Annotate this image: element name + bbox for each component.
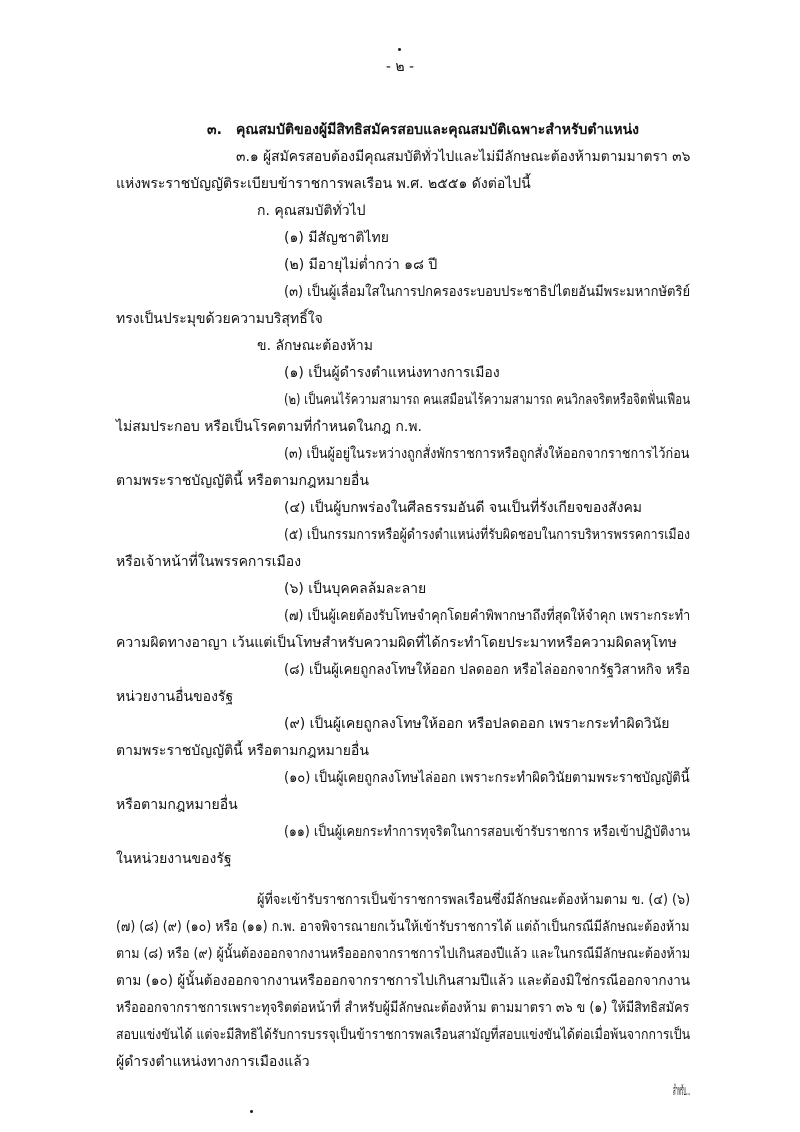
prohibited-item-7: (๗) เป็นผู้เคยต้องรับโทษจำคุกโดยคำพิพากษาถึงที่สุดให้จำคุก เพราะกระทำ: [284, 608, 691, 624]
page-number: - ๒ -: [385, 59, 415, 75]
prohibited-heading: ข. ลักษณะต้องห้าม: [257, 338, 373, 354]
prohibited-item-4: (๔) เป็นผู้บกพร่องในศีลธรรมอันดี จนเป็นที่รังเกียจของสังคม: [284, 500, 643, 516]
closing-line-4: ตาม (๑๐) ผู้นั้นต้องออกจากงานหรือออกจากราชการไปเกินสามปีแล้ว และต้องมิใช่กรณีออกจากงาน: [116, 973, 691, 989]
prohibited-item-6: (๖) เป็นบุคคลล้มละลาย: [284, 581, 427, 597]
prohibited-item-2-cont: ไม่สมประกอบ หรือเป็นโรคตามที่กำหนดในกฎ ก.พ.: [116, 419, 422, 435]
scan-speck-bottom: [250, 1110, 253, 1113]
prohibited-item-9: (๙) เป็นผู้เคยถูกลงโทษให้ออก หรือปลดออก เพราะกระทำผิดวินัย: [284, 716, 670, 732]
intro-line-2: แห่งพระราชบัญญัติระเบียบข้าราชการพลเรือน พ.ศ. ๒๕๕๑ ดังต่อไปนี้: [116, 176, 531, 192]
prohibited-item-11: (๑๑) เป็นผู้เคยกระทำการทุจริตในการสอบเข้ารับราชการ หรือเข้าปฏิบัติงาน: [284, 824, 691, 840]
prohibited-item-1: (๑) เป็นผู้ดำรงตำแหน่งทางการเมือง: [284, 365, 500, 381]
prohibited-item-10: (๑๐) เป็นผู้เคยถูกลงโทษไล่ออก เพราะกระทำผิดวินัยตามพระราชบัญญัตินี้: [284, 770, 690, 786]
prohibited-item-3-cont: ตามพระราชบัญญัตินี้ หรือตามกฎหมายอื่น: [116, 473, 369, 489]
continuation-text: สำหรับ...: [673, 1083, 691, 1099]
closing-line-7: ผู้ดำรงตำแหน่งทางการเมืองแล้ว: [116, 1054, 310, 1070]
closing-line-5: หรือออกจากราชการเพราะทุจริตต่อหน้าที่ สำหรับผู้มีลักษณะต้องห้าม ตามมาตรา ๓๖ ข (๑) ให้มีสิทธิสมัคร: [116, 1000, 690, 1016]
closing-line-6: สอบแข่งขันได้ แต่จะมีสิทธิได้รับการบรรจุเป็นข้าราชการพลเรือนสามัญที่สอบแข่งขันได้ต่อเมื่อพ้นจากการเป็น: [116, 1027, 691, 1043]
intro-line-1: ๓.๑ ผู้สมัครสอบต้องมีคุณสมบัติทั่วไปและไม่มีลักษณะต้องห้ามตามมาตรา ๓๖: [236, 149, 691, 165]
prohibited-item-5: (๕) เป็นกรรมการหรือผู้ดำรงตำแหน่งที่รับผิดชอบในการบริหารพรรคการเมือง: [284, 527, 691, 543]
prohibited-item-10-cont: หรือตามกฎหมายอื่น: [116, 797, 238, 813]
general-item-2: (๒) มีอายุไม่ต่ำกว่า ๑๘ ปี: [284, 257, 438, 273]
scan-speck: [398, 48, 401, 51]
prohibited-item-8: (๘) เป็นผู้เคยถูกลงโทษให้ออก ปลดออก หรือไล่ออกจากรัฐวิสาหกิจ หรือ: [284, 662, 691, 678]
general-heading: ก. คุณสมบัติทั่วไป: [257, 203, 366, 219]
prohibited-item-9-cont: ตามพระราชบัญญัตินี้ หรือตามกฎหมายอื่น: [116, 743, 369, 759]
prohibited-item-3: (๓) เป็นผู้อยู่ในระหว่างถูกสั่งพักราชการหรือถูกสั่งให้ออกจากราชการไว้ก่อน: [284, 446, 690, 462]
closing-line-1: ผู้ที่จะเข้ารับราชการเป็นข้าราชการพลเรือนซึ่งมีลักษณะต้องห้ามตาม ข. (๔) (๖): [257, 892, 691, 908]
prohibited-item-7-cont: ความผิดทางอาญา เว้นแต่เป็นโทษสำหรับความผิดที่ได้กระทำโดยประมาทหรือความผิดลหุโทษ: [116, 635, 677, 651]
general-item-3: (๓) เป็นผู้เลื่อมใสในการปกครองระบอบประชาธิปไตยอันมีพระมหากษัตริย์: [284, 284, 691, 300]
prohibited-item-11-cont: ในหน่วยงานของรัฐ: [116, 851, 232, 867]
section-title: คุณสมบัติของผู้มีสิทธิสมัครสอบและคุณสมบัติเฉพาะสำหรับตำแหน่ง: [236, 122, 639, 138]
prohibited-item-5-cont: หรือเจ้าหน้าที่ในพรรคการเมือง: [116, 554, 302, 570]
general-item-1: (๑) มีสัญชาติไทย: [284, 230, 389, 246]
closing-line-3: ตาม (๘) หรือ (๙) ผู้นั้นต้องออกจากงานหรือออกจากราชการไปเกินสองปีแล้ว และในกรณีมีลักษณะต้องห้าม: [116, 946, 691, 962]
closing-line-2: (๗) (๘) (๙) (๑๐) หรือ (๑๑) ก.พ. อาจพิจารณายกเว้นให้เข้ารับราชการได้ แต่ถ้าเป็นกรณีมีลักษณะต้องห้าม: [116, 919, 690, 935]
prohibited-item-8-cont: หน่วยงานอื่นของรัฐ: [116, 689, 234, 705]
section-number: ๓.: [207, 122, 222, 138]
prohibited-item-2: (๒) เป็นคนไร้ความสามารถ คนเสมือนไร้ความสามารถ คนวิกลจริตหรือจิตฟั่นเฟือน: [284, 392, 691, 408]
general-item-3-cont: ทรงเป็นประมุขด้วยความบริสุทธิ์ใจ: [116, 311, 323, 327]
